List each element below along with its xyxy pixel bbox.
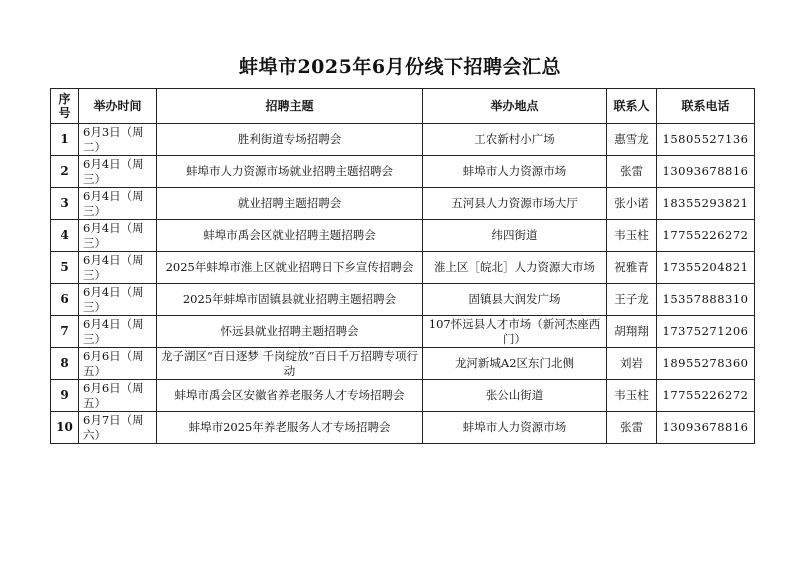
header-seq-label: 序号 bbox=[58, 92, 71, 120]
cell-date: 6月6日（周五） bbox=[79, 380, 157, 412]
table-row bbox=[51, 316, 755, 348]
header-date: 举办时间 bbox=[79, 89, 157, 124]
cell-seq: 4 bbox=[51, 220, 79, 252]
cell-location: 五河县人力资源市场大厅 bbox=[423, 188, 607, 220]
cell-seq: 10 bbox=[51, 412, 79, 444]
cell-date: 6月6日（周五） bbox=[79, 348, 157, 380]
cell-contact: 张雷 bbox=[607, 156, 657, 188]
cell-seq: 3 bbox=[51, 188, 79, 220]
table-row bbox=[51, 412, 755, 444]
header-location: 举办地点 bbox=[423, 89, 607, 124]
cell-phone: 17755226272 bbox=[657, 220, 755, 252]
cell-location: 蚌埠市人力资源市场 bbox=[423, 412, 607, 444]
cell-date: 6月3日（周二） bbox=[79, 124, 157, 156]
cell-theme: 2025年蚌埠市淮上区就业招聘日下乡宣传招聘会 bbox=[157, 252, 423, 284]
table-row bbox=[51, 124, 755, 156]
cell-theme: 怀远县就业招聘主题招聘会 bbox=[157, 316, 423, 348]
cell-contact: 刘岩 bbox=[607, 348, 657, 380]
cell-location: 淮上区［皖北］人力资源大市场 bbox=[423, 252, 607, 284]
header-phone: 联系电话 bbox=[657, 89, 755, 124]
cell-seq: 9 bbox=[51, 380, 79, 412]
cell-phone: 18955278360 bbox=[657, 348, 755, 380]
cell-theme: 蚌埠市2025年养老服务人才专场招聘会 bbox=[157, 412, 423, 444]
cell-phone: 15357888310 bbox=[657, 284, 755, 316]
table-row bbox=[51, 156, 755, 188]
cell-seq: 1 bbox=[51, 124, 79, 156]
cell-theme: 就业招聘主题招聘会 bbox=[157, 188, 423, 220]
cell-seq: 6 bbox=[51, 284, 79, 316]
cell-phone: 13093678816 bbox=[657, 412, 755, 444]
page-title: 蚌埠市2025年6月份线下招聘会汇总 bbox=[238, 56, 562, 78]
cell-seq: 8 bbox=[51, 348, 79, 380]
cell-location: 蚌埠市人力资源市场 bbox=[423, 156, 607, 188]
cell-location: 107怀远县人才市场（新河杰座西门） bbox=[423, 316, 607, 348]
cell-date: 6月4日（周三） bbox=[79, 188, 157, 220]
cell-phone: 17375271206 bbox=[657, 316, 755, 348]
cell-location: 纬四街道 bbox=[423, 220, 607, 252]
table-row bbox=[51, 348, 755, 380]
cell-date: 6月4日（周三） bbox=[79, 316, 157, 348]
cell-theme: 龙子湖区“百日逐梦 千岗绽放”百日千万招聘专项行动 bbox=[157, 348, 423, 380]
table-row bbox=[51, 220, 755, 252]
cell-theme: 蚌埠市人力资源市场就业招聘主题招聘会 bbox=[157, 156, 423, 188]
header-seq bbox=[51, 89, 79, 124]
cell-seq: 7 bbox=[51, 316, 79, 348]
cell-contact: 祝雅青 bbox=[607, 252, 657, 284]
cell-location: 固镇县大润发广场 bbox=[423, 284, 607, 316]
cell-phone: 18355293821 bbox=[657, 188, 755, 220]
cell-seq: 2 bbox=[51, 156, 79, 188]
table-row bbox=[51, 188, 755, 220]
cell-seq: 5 bbox=[51, 252, 79, 284]
cell-theme: 胜利街道专场招聘会 bbox=[157, 124, 423, 156]
cell-date: 6月4日（周三） bbox=[79, 252, 157, 284]
cell-date: 6月4日（周三） bbox=[79, 284, 157, 316]
cell-phone: 17355204821 bbox=[657, 252, 755, 284]
cell-contact: 张小诺 bbox=[607, 188, 657, 220]
cell-phone: 15805527136 bbox=[657, 124, 755, 156]
header-theme: 招聘主题 bbox=[157, 89, 423, 124]
cell-date: 6月4日（周三） bbox=[79, 156, 157, 188]
table-header-row bbox=[51, 89, 755, 124]
cell-theme: 蚌埠市禹会区安徽省养老服务人才专场招聘会 bbox=[157, 380, 423, 412]
cell-location: 工农新村小广场 bbox=[423, 124, 607, 156]
cell-theme: 2025年蚌埠市固镇县就业招聘主题招聘会 bbox=[157, 284, 423, 316]
cell-contact: 胡翔翔 bbox=[607, 316, 657, 348]
table-row bbox=[51, 252, 755, 284]
cell-contact: 韦玉柱 bbox=[607, 380, 657, 412]
cell-location: 张公山街道 bbox=[423, 380, 607, 412]
cell-contact: 张雷 bbox=[607, 412, 657, 444]
cell-date: 6月7日（周六） bbox=[79, 412, 157, 444]
table-row bbox=[51, 380, 755, 412]
cell-contact: 惠雪龙 bbox=[607, 124, 657, 156]
cell-location: 龙河新城A2区东门北侧 bbox=[423, 348, 607, 380]
cell-contact: 王子龙 bbox=[607, 284, 657, 316]
header-contact: 联系人 bbox=[607, 89, 657, 124]
job-fair-table bbox=[50, 88, 755, 444]
cell-date: 6月4日（周三） bbox=[79, 220, 157, 252]
cell-phone: 17755226272 bbox=[657, 380, 755, 412]
table-row bbox=[51, 284, 755, 316]
cell-contact: 韦玉柱 bbox=[607, 220, 657, 252]
cell-phone: 13093678816 bbox=[657, 156, 755, 188]
cell-theme: 蚌埠市禹会区就业招聘主题招聘会 bbox=[157, 220, 423, 252]
